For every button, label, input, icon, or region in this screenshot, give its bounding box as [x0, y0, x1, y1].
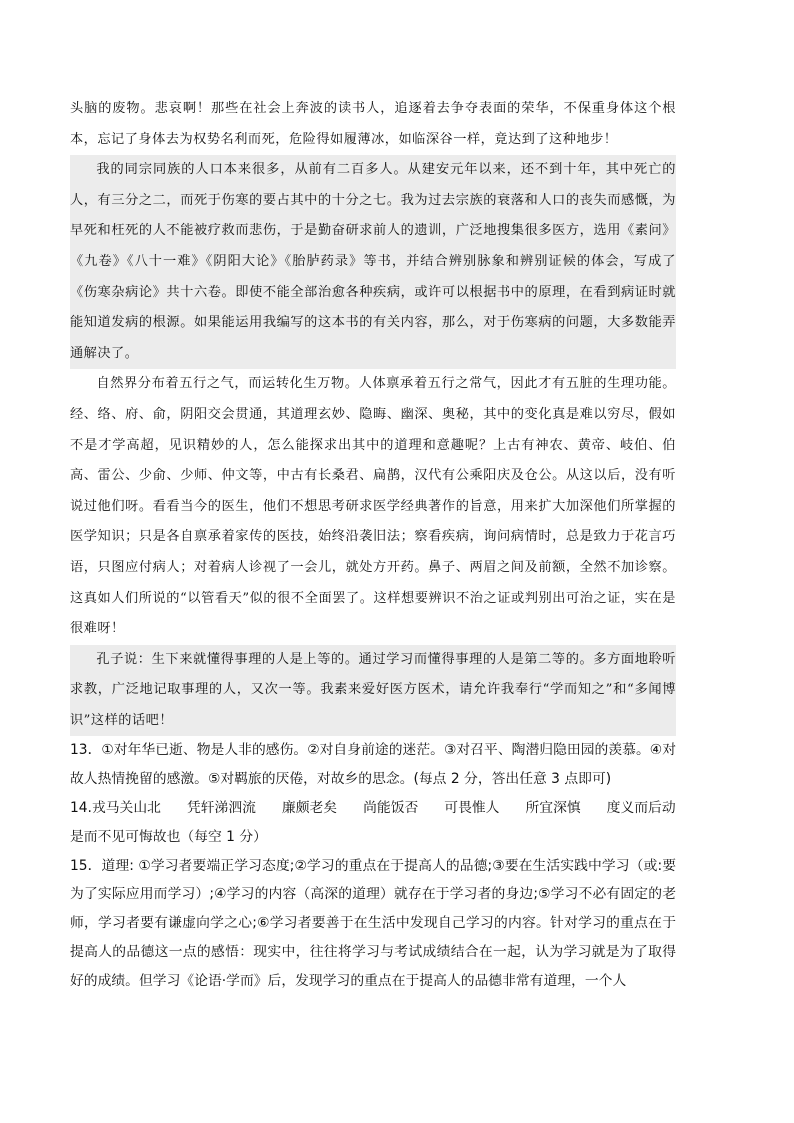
answer-15: 15．道理: ①学习者要端正学习态度;②学习的重点在于提高人的品德;③要在生活实践中学习（或:要为了实际应用而学习）;④学习的内容（高深的道理）就存在于学习者的身边;⑤学习不必有固定的老师，学习者要有谦虚向学之心;⑥学习者要善于在生活中发现自己学习的内容。针对学习的重点在于提高人的品德这一点的感悟：现实中，往往将学习与考试成绩结合在一起，认为学习就是为了取得好的成绩。但学习《论语·学而》后，发现学习的重点在于提高人的品德非常有道理，一个人 [70, 857, 676, 989]
answer-14-item: 14.戎马关山北 [70, 800, 161, 817]
answer-13: 13．①对年华已逝、物是人非的感伤。②对自身前途的迷茫。③对召平、陶潜归隐田园的羡慕。④对故人热情挽留的感激。⑤对羁旅的厌倦，对故乡的思念。(每点 2 分，答出任意 3 点即可) [70, 742, 676, 788]
translation-paragraph-2: 自然界分布着五行之气，而运转化生万物。人体禀承着五行之常气，因此才有五脏的生理功能。经、络、府、俞，阴阳交会贯通，其道理玄妙、隐晦、幽深、奥秘，其中的变化真是难以穷尽，假如不是才学高超，见识精妙的人，怎么能探求出其中的道理和意趣呢？上古有神农、黄帝、岐伯、伯高、雷公、少俞、少师、仲文等，中古有长桑君、扁鹊，汉代有公乘阳庆及仓公。从这以后，没有听说过他们呀。看看当今的医生，他们不想思考研求医学经典著作的旨意，用来扩大加深他们所掌握的医学知识；只是各自禀承着家传的医技，始终沿袭旧法；察看疾病，询问病情时，总是致力于花言巧语，只图应付病人；对着病人诊视了一会儿，就处方开药。鼻子、两眉之间及前额，全然不加诊察。这真如人们所说的“以管看天”似的很不全面罢了。这样想要辨识不治之证或判别出可治之证，实在是很难呀！ [70, 376, 676, 637]
translation-paragraph-0: 头脑的废物。悲哀啊！那些在社会上奔波的读书人，追逐着去争夺表面的荣华，不保重身体这个根本，忘记了身体去为权势名利而死，危险得如履薄冰，如临深谷一样，竟达到了这种地步！ [70, 101, 676, 147]
answer-14-item: 凭轩涕泗流 [186, 800, 256, 817]
translation-paragraph-3: 孔子说：生下来就懂得事理的人是上等的。通过学习而懂得事理的人是第二等的。多方面地聆听求教，广泛地记取事理的人，又次一等。我素来爱好医方医术，请允许我奉行“学而知之”和“多闻博识”这样的话吧！ [70, 645, 676, 737]
answer-14-item: 可畏惟人 [444, 800, 500, 817]
answers-section [70, 736, 676, 995]
translation-paragraph-1: 我的同宗同族的人口本来很多，从前有二百多人。从建安元年以来，还不到十年，其中死亡的人，有三分之二，而死于伤寒的要占其中的十分之七。我为过去宗族的衰落和人口的丧失而感慨，为早死和枉死的人不能被疗救而悲伤，于是勤奋研求前人的遗训，广泛地搜集很多医方，选用《素问》《九卷》《八十一难》《阴阳大论》《胎胪药录》等书，并结合辨别脉象和辨别证候的体会，写成了《伤寒杂病论》共十六卷。即使不能全部治愈各种疾病，或许可以根据书中的原理，在看到病证时就能知道发病的根源。如果能运用我编写的这本书的有关内容，那么，对于伤寒病的问题，大多数能弄通解决了。 [70, 155, 676, 369]
answer-14 [70, 794, 676, 823]
answer-14-tail: 是而不见可悔故也（每空 1 分） [70, 828, 267, 845]
answer-14-item: 廉颇老矣 [281, 800, 338, 817]
answer-14-item: 尚能饭否 [363, 800, 419, 817]
page-content [70, 94, 676, 996]
translation-section [70, 94, 676, 736]
answer-14-item: 度义而后动 [606, 800, 676, 817]
answer-14-item: 所宜深慎 [525, 800, 581, 817]
